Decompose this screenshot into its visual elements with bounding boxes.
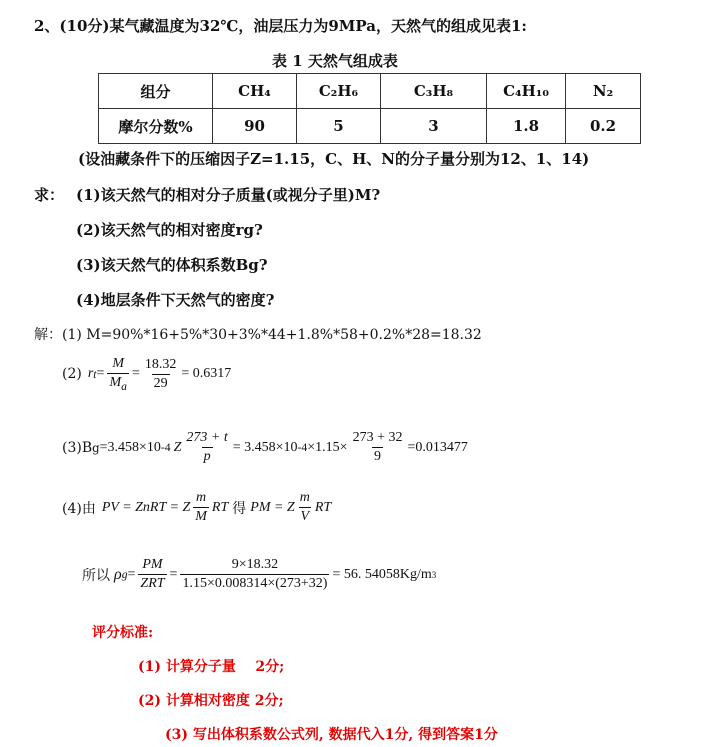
- question-note: (设油藏条件下的压缩因子Z=1.15，C、H、N的分子量分别为12、1、14): [78, 150, 590, 168]
- denominator: 9: [374, 449, 382, 464]
- fraction: [184, 430, 229, 465]
- fraction: [143, 357, 179, 392]
- fraction: [298, 490, 312, 525]
- table-cell-component: N₂: [566, 74, 641, 109]
- table-cell-fraction: 1.8: [487, 109, 566, 144]
- solution-step-4: (4)由 PV = ZnRT = Z $\frac{m}{M}$ RT 得 PM = Z $\frac{m}{V}$ RT: [62, 490, 332, 524]
- numerator: m: [196, 490, 207, 505]
- denominator: p: [203, 449, 211, 464]
- grading-item: (2) 计算相对密度 2分;: [138, 693, 284, 709]
- table-cell-fraction: 90: [213, 109, 297, 144]
- denominator: M: [195, 509, 207, 524]
- table-cell-fraction: 5: [297, 109, 381, 144]
- solution-step-2: (2) r t = $\frac{M}{M_a}$ = $\frac{18.32}{29}$ = 0.6317: [62, 356, 232, 393]
- numerator: 9×18.32: [231, 557, 279, 572]
- result: = 56. 54058Kg/m: [332, 566, 432, 582]
- coefficient: =3.458×10: [99, 439, 161, 455]
- table-cell-fraction: 3: [381, 109, 487, 144]
- numerator: 273 + 32: [352, 430, 403, 445]
- symbol-z: Z: [173, 439, 182, 455]
- denominator: $M_a$: [109, 375, 127, 393]
- fraction: [138, 557, 166, 592]
- grading-item: (1) 计算分子量 2分;: [138, 659, 285, 675]
- result: = 0.6317: [181, 366, 232, 382]
- symbol-subscript: t: [93, 367, 97, 381]
- question-item: (2)该天然气的相对密度rg?: [76, 221, 263, 239]
- solution-step-3: (3)B g =3.458×10 -4 Z $\frac{273 + t}{p}$ = 3.458×10 -4 ×1.15× $\frac{273 + 32}{9}$ =0.013477: [62, 430, 468, 464]
- numerator: PM: [142, 557, 163, 572]
- question-item: (3)该天然气的体积系数Bg?: [76, 256, 268, 274]
- numerator: 273 + t: [186, 430, 228, 445]
- grading-item: (3) 写出体积系数公式列, 数据代入1分, 得到答案1分: [165, 727, 498, 743]
- solution-step-1: 解：(1) M=90%*16+5%*30+3%*44+1.8%*58+0.2%*28=18.32: [34, 327, 482, 343]
- solution-step-5: 所以 ρ g = $\frac{PM}{\text{ZRT}}$ = $\frac{9\times 18.32}{1.15\times 0.008314\times(273+32)}$ = 56. 54058Kg/m 3: [82, 557, 437, 591]
- table-cell-component: C₄H₁₀: [487, 74, 566, 109]
- fraction: [193, 490, 209, 525]
- table-row-components: [99, 74, 641, 109]
- question-intro: 2、(10分)某气藏温度为32℃，油层压力为9MPa，天然气的组成见表1:: [34, 17, 527, 35]
- denominator: 1.15×0.008314×(273+32): [182, 576, 328, 591]
- table-header-label: 组分: [99, 74, 213, 109]
- grading-title: 评分标准:: [92, 625, 154, 641]
- numerator: m: [299, 490, 310, 505]
- table-row-label: 摩尔分数%: [99, 109, 213, 144]
- question-item: (1)该天然气的相对分子质量(或视分子里)M?: [76, 186, 381, 204]
- ask-prefix: 求：: [34, 186, 65, 204]
- result: =0.013477: [407, 439, 468, 455]
- step-label: (4)由: [62, 500, 96, 517]
- table-cell-fraction: 0.2: [566, 109, 641, 144]
- table-row-fractions: [99, 109, 641, 144]
- table-title: 表 1 天然气组成表: [272, 52, 398, 70]
- symbol-rg: r: [87, 366, 94, 382]
- denominator: 29: [153, 375, 168, 391]
- table-cell-component: C₃H₈: [381, 74, 487, 109]
- symbol-rho: ρ: [114, 565, 122, 583]
- fraction: [180, 557, 329, 592]
- step-label: (3)B: [62, 439, 93, 456]
- composition-table: [98, 73, 641, 144]
- table-cell-component: CH₄: [213, 74, 297, 109]
- table-cell-component: C₂H₆: [297, 74, 381, 109]
- step-label: 所以: [82, 567, 110, 584]
- numerator: 18.32: [144, 356, 177, 372]
- fraction: [107, 356, 129, 393]
- denominator: ZRT: [140, 576, 165, 591]
- step-label: (2): [62, 366, 82, 383]
- question-item: (4)地层条件下天然气的密度?: [76, 291, 275, 309]
- fraction: [351, 430, 405, 465]
- denominator: V: [300, 509, 310, 524]
- numerator: M: [112, 356, 125, 371]
